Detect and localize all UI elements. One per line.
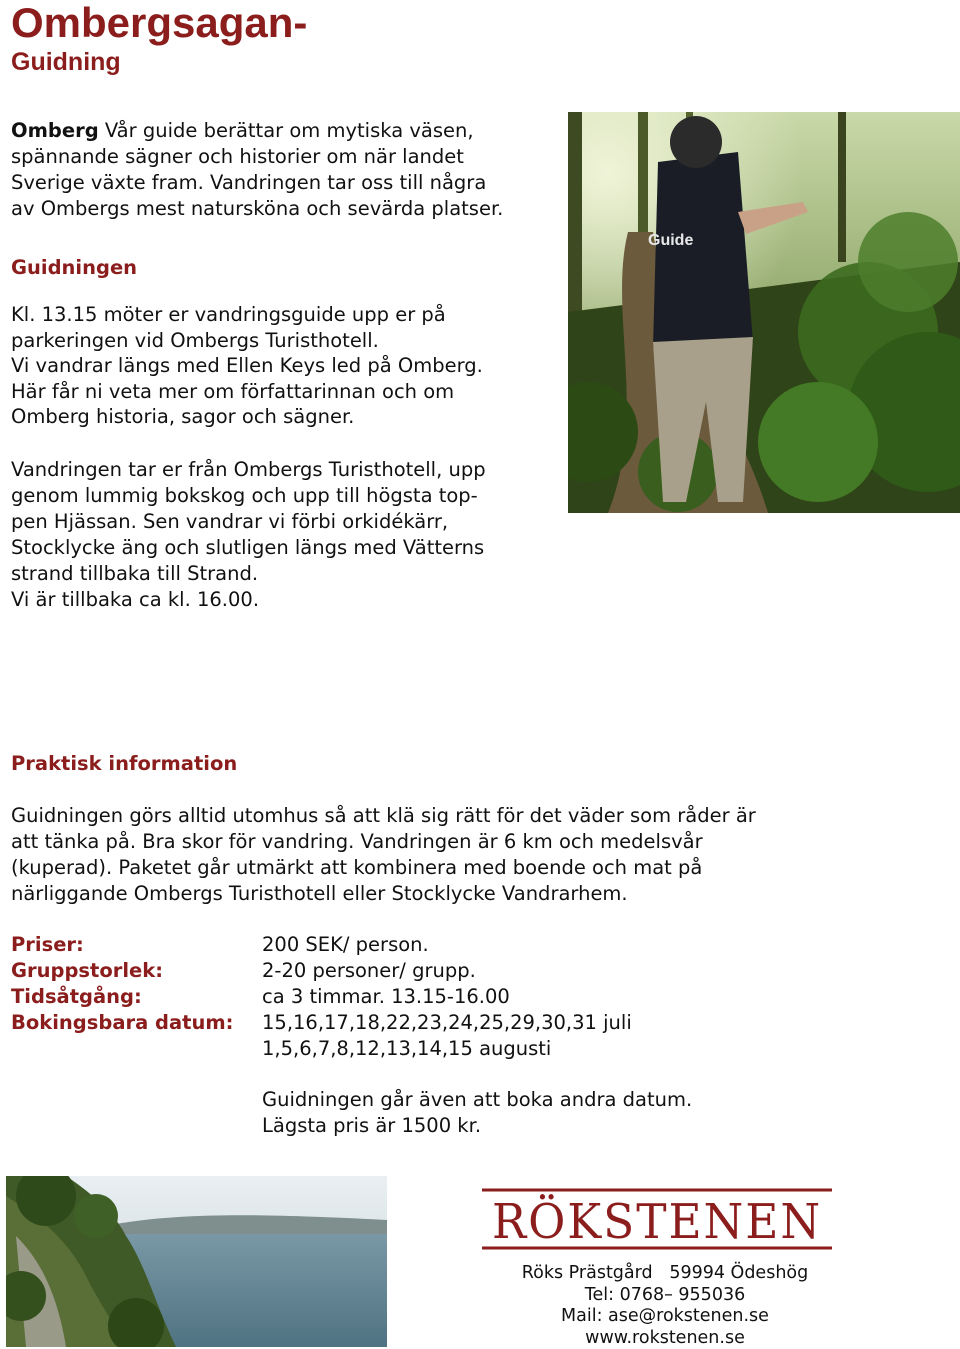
praktisk-line-1: Guidningen görs alltid utomhus så att klä sig rätt för det väder som råder är — [11, 803, 756, 829]
guidningen-paragraph — [11, 302, 483, 430]
praktisk-heading: Praktisk information — [11, 751, 237, 777]
tidsatgang-value: ca 3 timmar. 13.15-16.00 — [262, 984, 510, 1010]
page-subtitle: Guidning — [11, 46, 121, 78]
intro-line-3: Sverige växte fram. Vandringen tar oss till några — [11, 170, 503, 196]
contact-address: Röks Prästgård 59994 Ödeshög — [480, 1263, 850, 1285]
route-line-4: Stocklycke äng och slutligen längs med Vätterns — [11, 535, 486, 561]
route-line-2: genom lummig bokskog och upp till högsta top- — [11, 483, 486, 509]
contact-mail[interactable]: Mail: ase@rokstenen.se — [480, 1306, 850, 1328]
guidningen-heading: Guidningen — [11, 255, 137, 281]
guide-photo — [568, 112, 960, 513]
intro-bold-word: Omberg — [11, 119, 99, 142]
intro-line-1: Omberg Vår guide berättar om mytiska väsen, — [11, 118, 503, 144]
datum-value-juli: 15,16,17,18,22,23,24,25,29,30,31 juli — [262, 1010, 632, 1036]
guidningen-line-2: parkeringen vid Ombergs Turisthotell. — [11, 328, 483, 354]
route-line-6: Vi är tillbaka ca kl. 16.00. — [11, 587, 486, 613]
page-title: Ombergsagan- — [11, 0, 307, 46]
praktisk-line-2: att tänka på. Bra skor för vandring. Vandringen är 6 km och medelsvår — [11, 829, 756, 855]
gruppstorlek-value: 2-20 personer/ grupp. — [262, 958, 476, 984]
praktisk-paragraph — [11, 803, 756, 907]
rokstenen-logo-mark — [482, 1182, 832, 1254]
guide-photo-illustration — [568, 112, 960, 513]
contact-website[interactable]: www.rokstenen.se — [480, 1328, 850, 1349]
contact-block — [480, 1263, 850, 1349]
datum-label: Bokingsbara datum: — [11, 1010, 233, 1036]
route-line-1: Vandringen tar er från Ombergs Turisthotell, upp — [11, 457, 486, 483]
route-line-3: pen Hjässan. Sen vandrar vi förbi orkidékärr, — [11, 509, 486, 535]
guidningen-line-4: Här får ni veta mer om författarinnan och om — [11, 379, 483, 405]
lake-photo-illustration — [6, 1176, 387, 1347]
guidningen-line-1: Kl. 13.15 möter er vandringsguide upp er på — [11, 302, 483, 328]
priser-label: Priser: — [11, 932, 84, 958]
datum-value-augusti: 1,5,6,7,8,12,13,14,15 augusti — [262, 1036, 551, 1062]
priser-value: 200 SEK/ person. — [262, 932, 429, 958]
route-line-5: strand tillbaka till Strand. — [11, 561, 486, 587]
route-paragraph — [11, 457, 486, 613]
praktisk-line-3: (kuperad). Paketet går utmärkt att kombinera med boende och mat på — [11, 855, 756, 881]
logo-text: RÖKSTENEN — [492, 1193, 822, 1250]
intro-line-2: spännande sägner och historier om när landet — [11, 144, 503, 170]
other-dates-text: Guidningen går även att boka andra datum. — [262, 1087, 692, 1113]
lake-photo — [6, 1176, 387, 1347]
vest-guide-label: Guide — [648, 232, 693, 249]
guidningen-line-3: Vi vandrar längs med Ellen Keys led på Omberg. — [11, 353, 483, 379]
min-price-text: Lägsta pris är 1500 kr. — [262, 1113, 481, 1139]
rokstenen-logo — [482, 1182, 832, 1254]
tidsatgang-label: Tidsåtgång: — [11, 984, 142, 1010]
intro-paragraph — [11, 118, 503, 222]
contact-phone: Tel: 0768– 955036 — [480, 1285, 850, 1307]
gruppstorlek-label: Gruppstorlek: — [11, 958, 163, 984]
intro-line-4: av Ombergs mest natursköna och sevärda platser. — [11, 196, 503, 222]
praktisk-line-4: närliggande Ombergs Turisthotell eller Stocklycke Vandrarhem. — [11, 881, 756, 907]
guidningen-line-5: Omberg historia, sagor och sägner. — [11, 404, 483, 430]
